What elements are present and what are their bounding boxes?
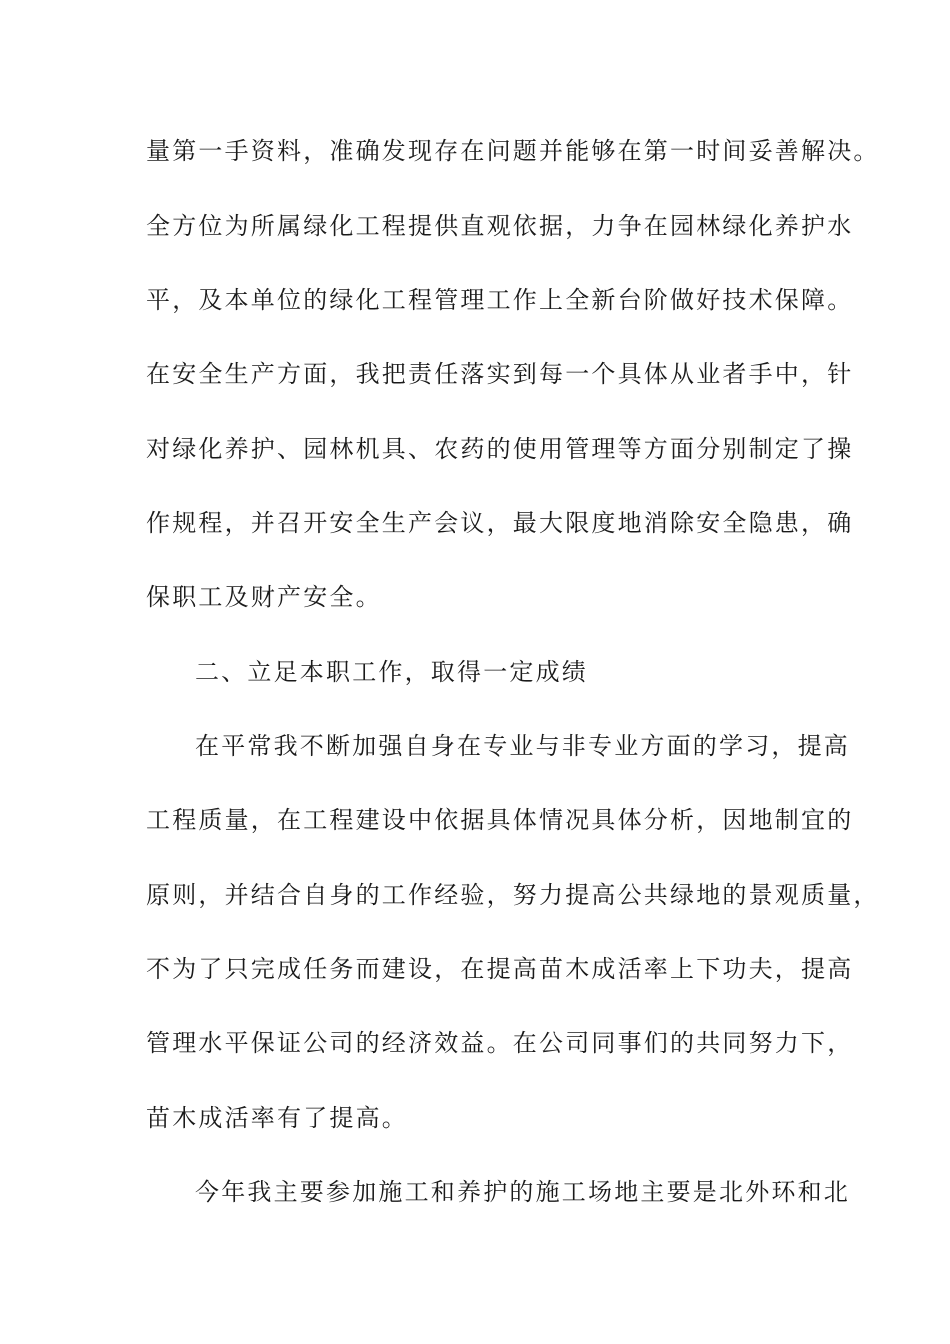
body-text-line: 作规程，并召开安全生产会议，最大限度地消除安全隐患，确: [146, 509, 854, 537]
paragraph-first-line: 今年我主要参加施工和养护的施工场地主要是北外环和北: [195, 1178, 850, 1206]
body-text-line: 平，及本单位的绿化工程管理工作上全新台阶做好技术保障。: [146, 286, 854, 314]
body-text-line: 对绿化养护、园林机具、农药的使用管理等方面分别制定了操: [146, 435, 854, 463]
body-text-line: 在安全生产方面，我把责任落实到每一个具体从业者手中，针: [146, 360, 854, 388]
body-text-line: 原则，并结合自身的工作经验，努力提高公共绿地的景观质量，: [146, 881, 880, 909]
body-text-line: 工程质量，在工程建设中依据具体情况具体分析，因地制宜的: [146, 806, 854, 834]
body-text-line: 全方位为所属绿化工程提供直观依据，力争在园林绿化养护水: [146, 212, 854, 240]
body-text-line: 苗木成活率有了提高。: [146, 1104, 408, 1132]
body-text-line: 管理水平保证公司的经济效益。在公司同事们的共同努力下，: [146, 1029, 854, 1057]
paragraph-first-line: 在平常我不断加强自身在专业与非专业方面的学习，提高: [195, 732, 850, 760]
body-text-line: 量第一手资料，准确发现存在问题并能够在第一时间妥善解决。: [146, 137, 880, 165]
body-text-line: 不为了只完成任务而建设，在提高苗木成活率上下功夫，提高: [146, 955, 854, 983]
section-heading: 二、立足本职工作，取得一定成绩: [195, 658, 588, 686]
body-text-line: 保职工及财产安全。: [146, 583, 382, 611]
